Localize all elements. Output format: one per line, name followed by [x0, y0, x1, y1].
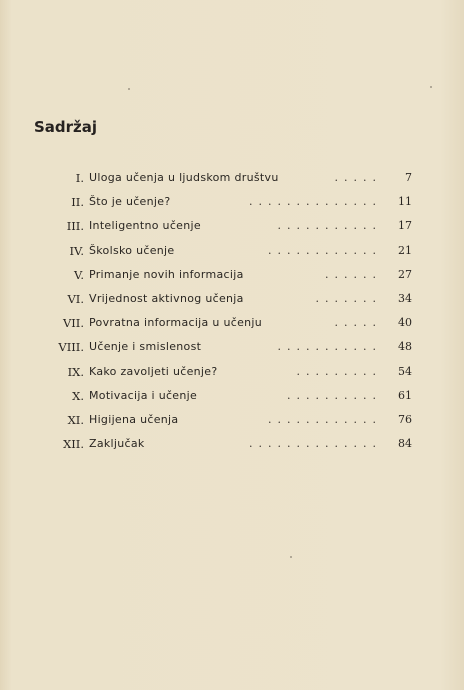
toc-row[interactable] [20, 287, 412, 311]
toc-row[interactable] [20, 214, 412, 238]
chapter-page: 40 [398, 316, 412, 330]
chapter-page: 76 [398, 412, 412, 426]
toc-row[interactable] [20, 239, 412, 263]
chapter-page: 48 [398, 340, 412, 354]
chapter-number: IX. [67, 364, 84, 379]
leader-dots: .............. [249, 437, 382, 451]
chapter-number: VII. [62, 316, 84, 331]
chapter-page: 21 [398, 243, 412, 257]
toc-row[interactable] [20, 166, 412, 190]
toc-row[interactable] [20, 408, 412, 432]
toc-row[interactable] [20, 432, 412, 456]
chapter-page: 27 [398, 267, 412, 281]
leader-dots: ............ [268, 412, 382, 426]
leader-dots: ............ [268, 243, 382, 257]
paper-speck [290, 556, 292, 558]
chapter-page: 34 [398, 291, 412, 305]
chapter-number: X. [72, 388, 84, 403]
leader-dots: .............. [249, 195, 382, 209]
leader-dots: ..... [334, 316, 382, 330]
chapter-number: I. [75, 171, 84, 185]
chapter-title: Primanje novih informacija [89, 267, 244, 281]
chapter-title: Uloga učenja u ljudskom društvu [89, 171, 279, 184]
chapter-title: Motivacija i učenje [89, 388, 198, 402]
page-title: Sadržaj [34, 118, 98, 136]
leader-dots: ........... [277, 340, 382, 354]
chapter-number: XII. [63, 437, 84, 452]
chapter-title: Kako zavoljeti učenje? [89, 364, 218, 378]
toc-row[interactable] [20, 384, 412, 408]
paper-speck [128, 88, 130, 90]
chapter-title: Što je učenje? [89, 195, 171, 209]
chapter-number: IV. [69, 243, 84, 258]
toc-row[interactable] [20, 190, 412, 214]
chapter-number: VIII. [58, 340, 84, 355]
chapter-title: Inteligentno učenje [89, 219, 201, 233]
leader-dots: .......... [287, 388, 382, 402]
chapter-title: Vrijednost aktivnog učenja [89, 291, 244, 305]
chapter-page: 61 [398, 388, 412, 402]
toc-row[interactable] [20, 335, 412, 359]
toc-row[interactable] [20, 360, 412, 384]
chapter-page: 54 [398, 364, 412, 378]
chapter-number: V. [74, 267, 84, 282]
chapter-number: XI. [67, 412, 84, 427]
chapter-title: Školsko učenje [89, 243, 175, 257]
leader-dots: ...... [325, 267, 382, 281]
chapter-page: 7 [405, 171, 412, 184]
paper-speck [430, 86, 432, 88]
table-of-contents [20, 166, 412, 456]
chapter-number: II. [71, 195, 84, 210]
chapter-title: Povratna informacija u učenju [89, 316, 263, 330]
chapter-page: 84 [398, 437, 412, 451]
chapter-title: Učenje i smislenost [89, 340, 202, 354]
chapter-title: Higijena učenja [89, 412, 179, 426]
leader-dots: ......... [296, 364, 382, 378]
leader-dots: ..... [334, 171, 382, 184]
chapter-page: 17 [398, 219, 412, 233]
chapter-title: Zaključak [89, 437, 145, 451]
chapter-number: III. [66, 219, 84, 234]
leader-dots: ....... [315, 291, 382, 305]
toc-row[interactable] [20, 311, 412, 335]
chapter-page: 11 [398, 195, 412, 209]
leader-dots: ........... [277, 219, 382, 233]
toc-row[interactable] [20, 263, 412, 287]
chapter-number: VI. [67, 291, 84, 306]
